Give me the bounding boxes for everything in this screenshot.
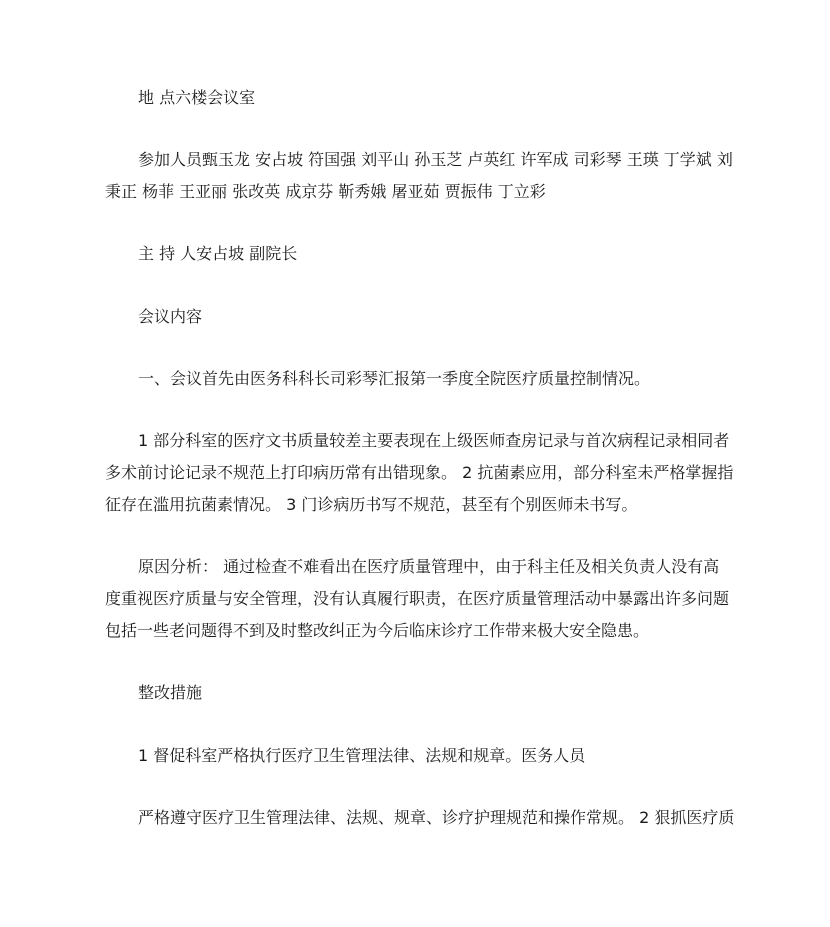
attendees-line: 参加人员甄玉龙 安占坡 符国强 刘平山 孙玉芝 卢英红 许军成 司彩琴 王瑛 丁学斌 刘	[138, 150, 733, 169]
attendees-line-cont: 秉正 杨菲 王亚丽 张改英 成京芬 靳秀娥 屠亚茹 贾振伟 丁立彩	[105, 182, 546, 201]
content-heading: 会议内容	[138, 307, 203, 326]
paragraph-2: 1 部分科室的医疗文书质量较差主要表现在上级医师查房记录与首次病程记录相同者	[138, 431, 730, 450]
measure-1-cont: 严格遵守医疗卫生管理法律、法规、规章、诊疗护理规范和操作常规。 2 狠抓医疗质	[138, 808, 735, 827]
measure-1: 1 督促科室严格执行医疗卫生管理法律、法规和规章。医务人员	[138, 746, 586, 765]
host-line: 主 持 人安占坡 副院长	[138, 244, 298, 263]
measures-heading: 整改措施	[138, 683, 203, 702]
cause-analysis: 原因分析： 通过检查不难看出在医疗质量管理中，由于科主任及相关负责人没有高	[138, 557, 720, 576]
cause-analysis-cont: 度重视医疗质量与安全管理，没有认真履行职责，在医疗质量管理活动中暴露出许多问题	[105, 589, 730, 608]
paragraph-1: 一、会议首先由医务科科长司彩琴汇报第一季度全院医疗质量控制情况。	[138, 369, 651, 388]
paragraph-2-cont: 征存在滥用抗菌素情况。 3 门诊病历书写不规范，甚至有个别医师未书写。	[105, 495, 638, 514]
paragraph-2-cont: 多术前讨论记录不规范上打印病历常有出错现象。 2 抗菌素应用，部分科室未严格掌握指	[105, 463, 734, 482]
cause-analysis-cont: 包括一些老问题得不到及时整改纠正为今后临床诊疗工作带来极大安全隐患。	[105, 621, 650, 640]
location-line: 地 点六楼会议室	[138, 88, 256, 107]
